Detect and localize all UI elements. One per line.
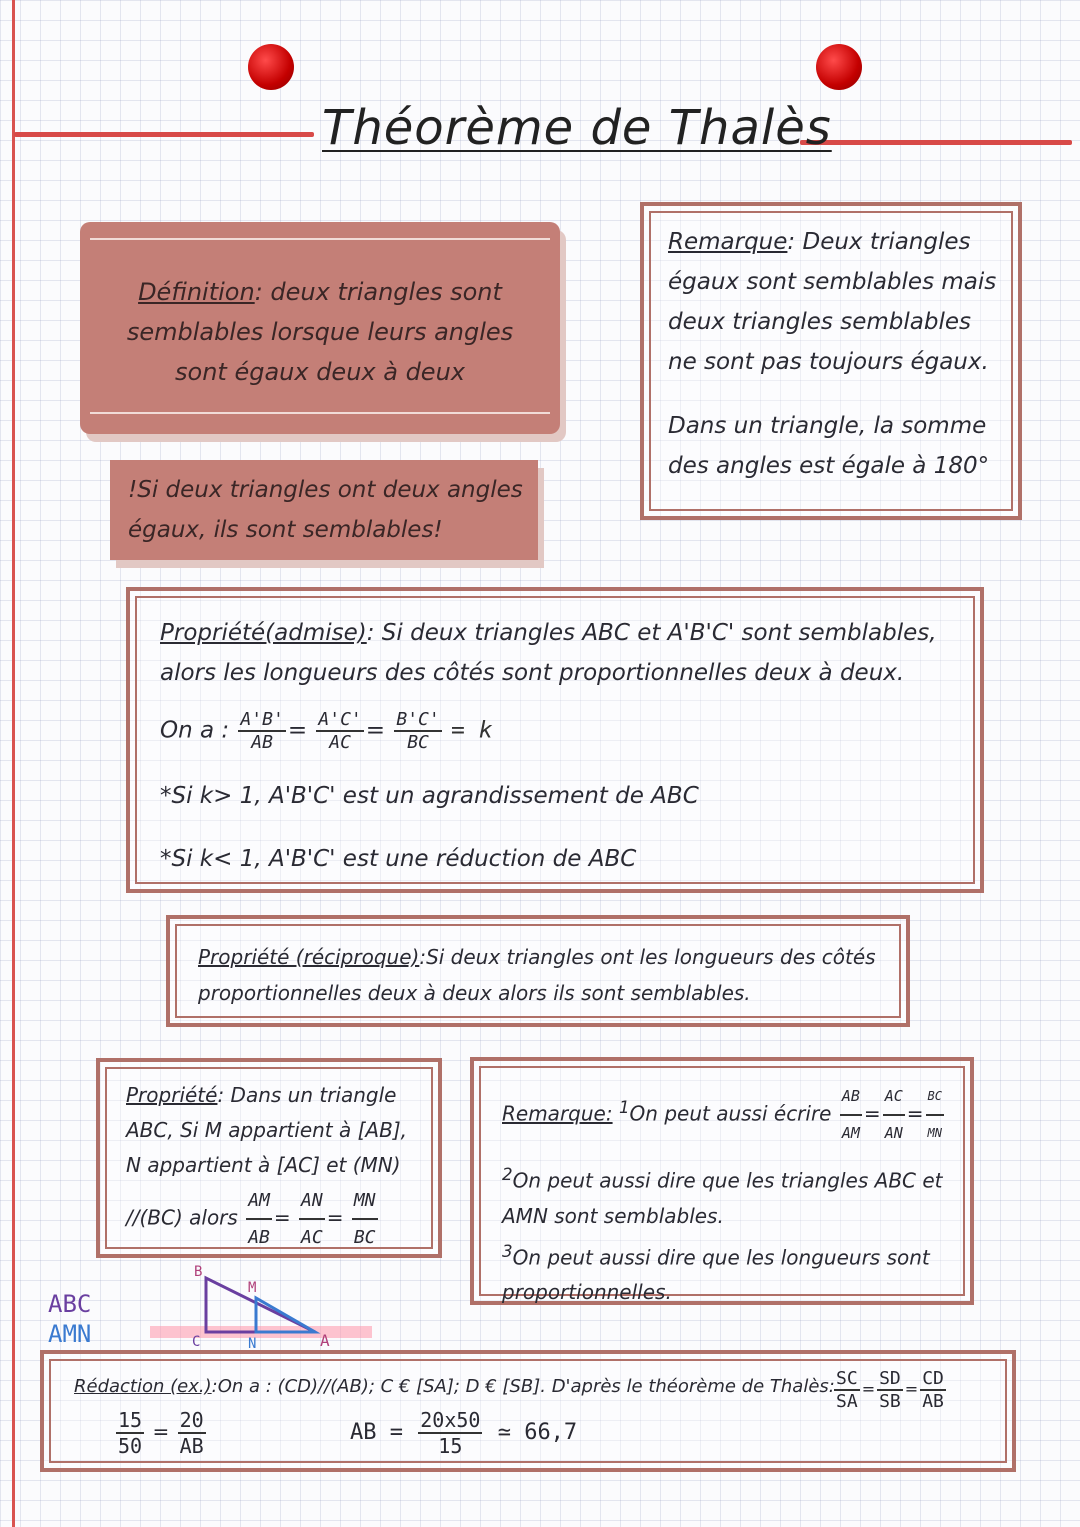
definition-box (80, 222, 560, 434)
side-note-amn: AMN (48, 1320, 92, 1348)
remark-2-line-2: On peut aussi dire que les triangles ABC et AMN sont semblables. (502, 1168, 943, 1228)
fraction-mn-bc: $\frac{MN}{BC}$ (352, 1183, 378, 1255)
redaction-text (74, 1376, 835, 1397)
fraction-bc-mn: $\frac{BC}{MN}$ (926, 1079, 944, 1151)
equals-k: = k (451, 717, 493, 744)
remark-1-body: : Deux triangles égaux sont semblables mais deux triangles semblables ne sont pas toujours égaux. (668, 229, 997, 375)
margin-line (12, 0, 15, 1527)
remark-1-body-2: Dans un triangle, la somme des angles est égale à 180° (668, 413, 990, 479)
label-n: N (248, 1336, 257, 1352)
property-2-text (198, 939, 892, 1011)
fraction-20x50-15: $\frac{20x50}{15}$ (420, 1408, 481, 1458)
fraction-15-50: $\frac{15}{50}$ (118, 1408, 143, 1458)
label-a: A (320, 1331, 330, 1350)
property-2-body: :Si deux triangles ont les longueurs des côtés proportionnelles deux à deux alors ils sont semblables. (198, 945, 876, 1005)
property-2-label: Propriété (réciproque) (198, 945, 420, 969)
triangle-amn (256, 1298, 315, 1332)
property-1-formula: On a : $\frac{A'B'}{AB}$ = $\frac{A'C'}{AC}$ = $\frac{B'C'}{BC}$ = k (160, 709, 493, 753)
redaction-box (40, 1350, 1016, 1472)
remark-1-text (668, 222, 1004, 486)
page-title: Théorème de Thalès (322, 100, 832, 156)
property-1-text (160, 613, 960, 693)
fraction-ab-am: $\frac{AB}{AM}$ (840, 1079, 862, 1151)
definition-body: : deux triangles sont semblables lorsque leurs angles sont égaux deux à deux (126, 278, 514, 386)
redaction-ratios: $\frac{SC}{SA}$ = $\frac{SD}{SB}$ = $\frac{CD}{AB}$ (836, 1368, 944, 1412)
warning-text: !Si deux triangles ont deux angles égaux, ils sont semblables! (128, 477, 523, 543)
fraction-1: $\frac{A'B'}{AB}$ (240, 709, 284, 753)
fraction-sc-sa: $\frac{SC}{SA}$ (836, 1368, 858, 1412)
triangle-diagram (150, 1262, 390, 1354)
fraction-20-ab: $\frac{20}{AB}$ (179, 1408, 204, 1458)
result-value: ≃ 66,7 (497, 1420, 578, 1445)
on-a-label: On a : (160, 717, 230, 744)
ab-equals: AB = (350, 1420, 403, 1445)
fraction-3: $\frac{B'C'}{BC}$ (396, 709, 440, 753)
label-m: M (248, 1280, 257, 1296)
remark-box-1 (640, 202, 1022, 520)
title-rule-right (800, 140, 1072, 145)
fraction-2: $\frac{A'C'}{AC}$ (318, 709, 362, 753)
property-box-2 (166, 915, 910, 1027)
property-1-label: Propriété(admise) (160, 620, 367, 646)
remark-box-2 (470, 1057, 974, 1305)
title-rule-left (14, 132, 314, 137)
binder-hole-right (816, 44, 862, 90)
property-1-body: : Si deux triangles ABC et A'B'C' sont semblables, alors les longueurs des côtés sont proportionnelles deux à deux. (160, 620, 937, 686)
fraction-cd-ab: $\frac{CD}{AB}$ (922, 1368, 944, 1412)
remark-2-label: Remarque: (502, 1101, 613, 1126)
property-3-label: Propriété (126, 1083, 218, 1107)
warning-box (110, 460, 538, 560)
fraction-am-ab: $\frac{AM}{AB}$ (246, 1183, 272, 1255)
property-1-case-1: *Si k> 1, A'B'C' est un agrandissement de ABC (160, 783, 699, 809)
fraction-an-ac: $\frac{AN}{AC}$ (299, 1183, 325, 1255)
redaction-label: Rédaction (ex.) (74, 1376, 212, 1397)
remark-2-text: Remarque: $^1$On peut aussi écrire $\frac{AB}{AM}$ = $\frac{AC}{AN}$ = $\frac{BC}{MN}$ $^2$On peut aussi dire que les triangles ABC et AMN sont semblables. $^3$On peut aussi dire que les longueurs sont proportionnelles. (502, 1079, 960, 1310)
redaction-calc-2 (350, 1408, 577, 1458)
definition-text (100, 272, 540, 392)
property-3-body: : Dans un triangle ABC, Si M appartient à [AB], N appartient à [AC] et (MN) //(BC) alors (126, 1083, 407, 1230)
side-note-abc: ABC (48, 1290, 92, 1318)
definition-label: Définition (138, 278, 255, 306)
fraction-sd-sb: $\frac{SD}{SB}$ (879, 1368, 901, 1412)
remark-1-label: Remarque (668, 229, 788, 255)
redaction-body: :On a : (CD)//(AB); C € [SA]; D € [SB]. D'après le théorème de Thalès: (211, 1376, 835, 1397)
remark-2-line-3: On peut aussi dire que les longueurs sont proportionnelles. (502, 1245, 930, 1305)
label-b: B (194, 1264, 203, 1280)
property-3-text: Propriété: Dans un triangle ABC, Si M appartient à [AB], N appartient à [AC] et (MN) //(BC) alors $\frac{AM}{AB}$ = $\frac{AN}{AC}$ = $\frac{MN}{BC}$ (126, 1078, 428, 1255)
property-box-3 (96, 1058, 442, 1258)
remark-2-line-1: On peut aussi écrire (629, 1101, 832, 1126)
redaction-calc-1: $\frac{15}{50}$ = $\frac{20}{AB}$ (118, 1408, 204, 1458)
property-1-case-2: *Si k< 1, A'B'C' est une réduction de ABC (160, 846, 637, 872)
label-c: C (192, 1334, 201, 1350)
fraction-ac-an: $\frac{AC}{AN}$ (883, 1079, 905, 1151)
property-box-1 (126, 587, 984, 893)
binder-hole-left (248, 44, 294, 90)
